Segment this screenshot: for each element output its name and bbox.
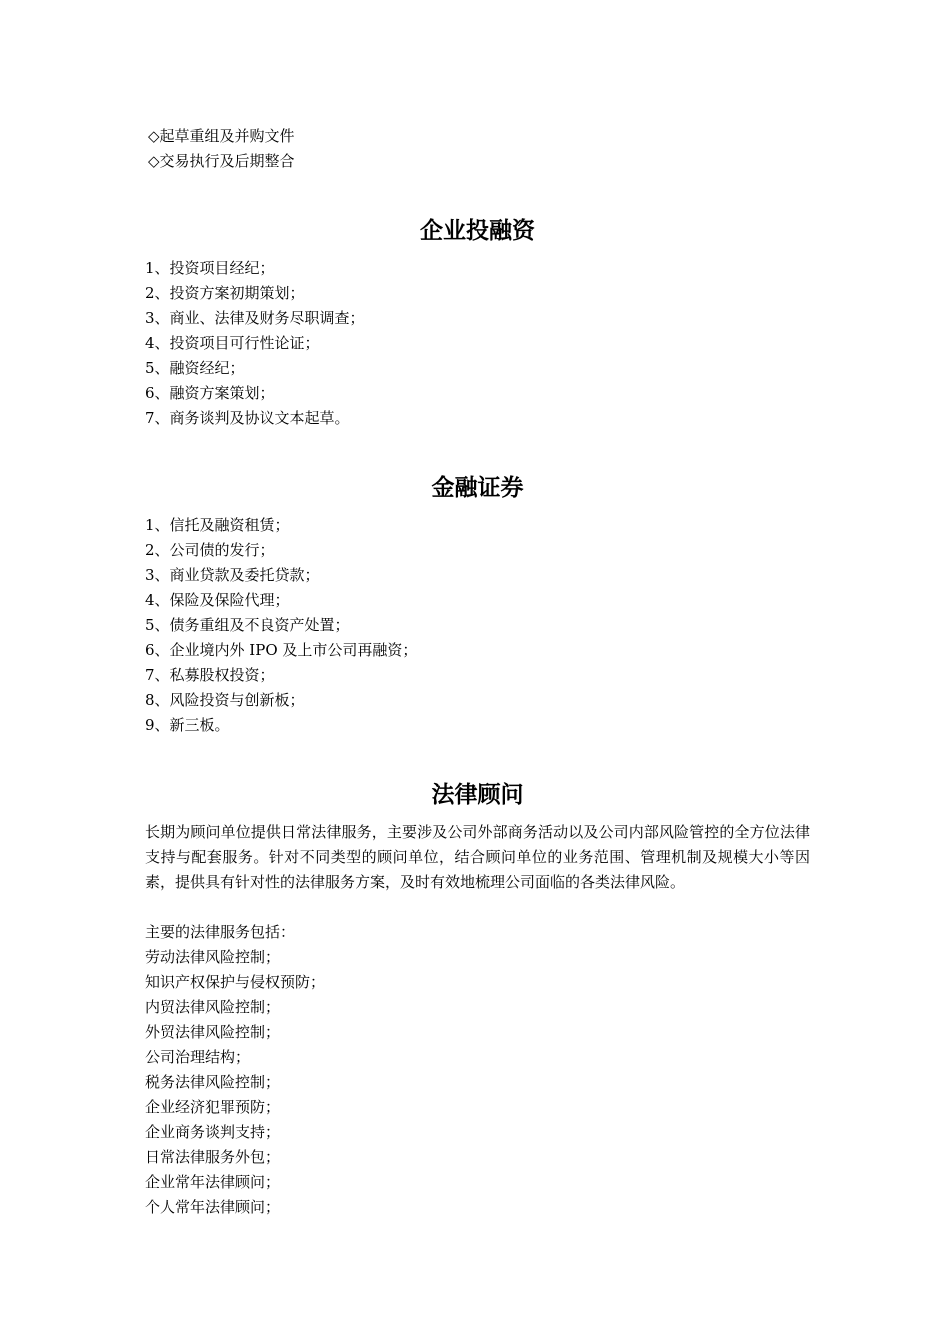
list-item: 个人常年法律顾问； — [145, 1198, 281, 1216]
list-item: 税务法律风险控制； — [145, 1073, 281, 1091]
list-item: 7、私募股权投资； — [145, 666, 275, 684]
list-item: 劳动法律风险控制； — [145, 948, 281, 966]
intro-item: ◇交易执行及后期整合 — [148, 152, 295, 170]
legal-services-list — [145, 945, 810, 1220]
list-item: 2、公司债的发行； — [145, 541, 275, 559]
section-title-legal-counsel: 法律顾问 — [431, 781, 524, 808]
services-intro: 主要的法律服务包括： — [145, 923, 296, 941]
list-item: 7、商务谈判及协议文本起草。 — [145, 409, 350, 427]
list-item: 日常法律服务外包； — [145, 1148, 281, 1166]
list-item: 4、投资项目可行性论证； — [145, 334, 320, 352]
list-item: 6、企业境内外 IPO 及上市公司再融资； — [145, 641, 418, 659]
list-item: 公司治理结构； — [145, 1048, 251, 1066]
list-item: 4、保险及保险代理； — [145, 591, 290, 609]
list-item: 9、新三板。 — [145, 716, 230, 734]
list-item: 3、商业、法律及财务尽职调查； — [145, 309, 365, 327]
list-item: 8、风险投资与创新板； — [145, 691, 305, 709]
list-item: 知识产权保护与侵权预防； — [145, 973, 326, 991]
list-item: 6、融资方案策划； — [145, 384, 275, 402]
list-item: 内贸法律风险控制； — [145, 998, 281, 1016]
list-item: 企业商务谈判支持； — [145, 1123, 281, 1141]
investment-list — [145, 256, 810, 431]
list-item: 5、债务重组及不良资产处置； — [145, 616, 350, 634]
list-item: 3、商业贷款及委托贷款； — [145, 566, 320, 584]
legal-counsel-paragraph: 长期为顾问单位提供日常法律服务，主要涉及公司外部商务活动以及公司内部风险管控的全方位法律支持与配套服务。针对不同类型的顾问单位，结合顾问单位的业务范围、管理机制及规模大小等因素，提供具有针对性的法律服务方案，及时有效地梳理公司面临的各类法律风险。 — [145, 823, 810, 891]
intro-list — [145, 124, 810, 174]
section-title-investment: 企业投融资 — [420, 217, 535, 244]
list-item: 企业经济犯罪预防； — [145, 1098, 281, 1116]
list-item: 2、投资方案初期策划； — [145, 284, 305, 302]
securities-list — [145, 513, 810, 738]
list-item: 1、投资项目经纪； — [145, 259, 275, 277]
list-item: 1、信托及融资租赁； — [145, 516, 290, 534]
list-item: 企业常年法律顾问； — [145, 1173, 281, 1191]
intro-item: ◇起草重组及并购文件 — [148, 127, 295, 145]
list-item: 5、融资经纪； — [145, 359, 245, 377]
section-title-securities: 金融证券 — [431, 474, 524, 501]
document-page — [145, 124, 810, 1220]
list-item: 外贸法律风险控制； — [145, 1023, 281, 1041]
